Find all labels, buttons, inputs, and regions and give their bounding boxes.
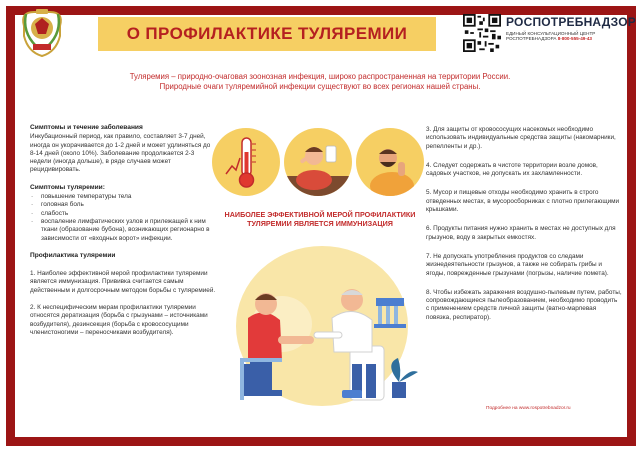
right-column	[426, 126, 622, 333]
thermometer-icon	[212, 128, 280, 196]
org-block	[506, 15, 636, 42]
headache-person-icon	[284, 128, 352, 196]
list-item: · повышение температуры тела	[30, 193, 216, 201]
symptoms-list-heading: Симптомы туляремии:	[30, 183, 105, 191]
org-phone[interactable]: 8-800-555-49-43	[557, 36, 592, 42]
prevention-item-7: 7. Не допускать употребления продуктов со следами жизнедеятельности грызунов, а также не собирать грибы и ягоды, поврежденные грызунами (погрызы, наличие помета).	[426, 252, 609, 277]
prevention-item-3: 3. Для защиты от кровососущих насекомых необходимо использовать индивидуальные средства защиты (накомарники, репелленты и др.).	[426, 126, 616, 150]
immunization-callout	[216, 210, 424, 228]
prevention-item-1: 1. Наиболее эффективной мерой профилактики туляремии является иммунизация. Прививка считается самым действенным и долгосрочным методом борьбы с туляремией.	[30, 270, 216, 294]
intro-line2: Природные очаги туляремийной инфекции существуют во всех регионах нашей страны.	[159, 82, 481, 92]
symptoms-heading: Симптомы и течение заболевания	[30, 124, 143, 131]
org-line1: ЕДИНЫЙ КОНСУЛЬТАЦИОННЫЙ ЦЕНТР	[506, 31, 596, 36]
symptoms-text: Инкубационный период, как правило, составляет 3-7 дней, иногда он укорачивается до 1-2 дней и может удлиняться до 8-14 дней (около 10%). Заболевание продолжается 2-3 недели (иногда дольше), в ряде случаев может рецидивировать.	[30, 133, 211, 174]
intro-line1: Туляремия – природно-очаговая зоонозная инфекция, широко распространенная на территории России.	[129, 72, 511, 81]
list-item: · головная боль	[30, 201, 216, 209]
prevention-item-4: 4. Следует содержать в чистоте территории возле домов, садовых участков, не допускать их захламленности.	[426, 161, 598, 178]
immunization-line2: ТУЛЯРЕМИИ ЯВЛЯЕТСЯ ИММУНИЗАЦИЯ	[247, 219, 393, 228]
prevention-item-8: 8. Чтобы избежать заражения воздушно-пылевым путем, работы, сопровождающиеся пылеобразованием, необходимо проводить с применением средств личной защиты (ватно-марлевая повязка, респиратор).	[426, 288, 622, 321]
left-column	[30, 124, 216, 337]
prevention-item-6: 6. Продукты питания нужно хранить в местах не доступных для грызунов, воду в закрытых емкостях.	[426, 225, 616, 241]
org-name: РОСПОТРЕБНАДЗОР	[506, 15, 636, 29]
immunization-line1: НАИБОЛЕЕ ЭФФЕКТИВНОЙ МЕРОЙ ПРОФИЛАКТИКИ	[224, 210, 416, 219]
prevention-heading: Профилактика туляремии	[30, 251, 116, 259]
org-subtitle	[506, 31, 624, 42]
title-banner	[98, 17, 436, 51]
weakness-illustration	[356, 128, 424, 196]
list-item: · слабость	[30, 210, 216, 218]
rospotrebnadzor-emblem-icon	[16, 6, 68, 58]
headache-illustration	[284, 128, 352, 196]
page-title: О ПРОФИЛАКТИКЕ ТУЛЯРЕМИИ	[126, 24, 408, 43]
tired-person-icon	[356, 128, 424, 196]
thermometer-illustration	[212, 128, 280, 196]
prevention-item-5: 5. Мусор и пищевые отходы необходимо хранить в строго отведенных местах, в мусоросборниках с плотно прилегающими крышками.	[426, 189, 620, 214]
prevention-item-2: 2. К неспецифическим мерам профилактики туляремии относятся дератизация (борьба с грызунами – источниками возбудителя), дезинсекция (борьба с кровососущими членистоногими – переносчиками возбудителя).	[30, 304, 208, 336]
org-line2: РОСПОТРЕБНАДЗОРА	[506, 36, 557, 42]
symptoms-list	[30, 193, 216, 243]
source-link[interactable]: Подробнее на www.rospotrebnadzor.ru	[486, 406, 571, 411]
vaccination-illustration	[222, 240, 422, 410]
list-item: · воспаление лимфатических узлов и прилежащей к ним ткани (образование бубона), возникающих регионарно в зависимости от «входных ворот» инфекции.	[30, 218, 216, 243]
intro-text	[70, 72, 570, 92]
qr-code-icon[interactable]	[463, 14, 501, 52]
